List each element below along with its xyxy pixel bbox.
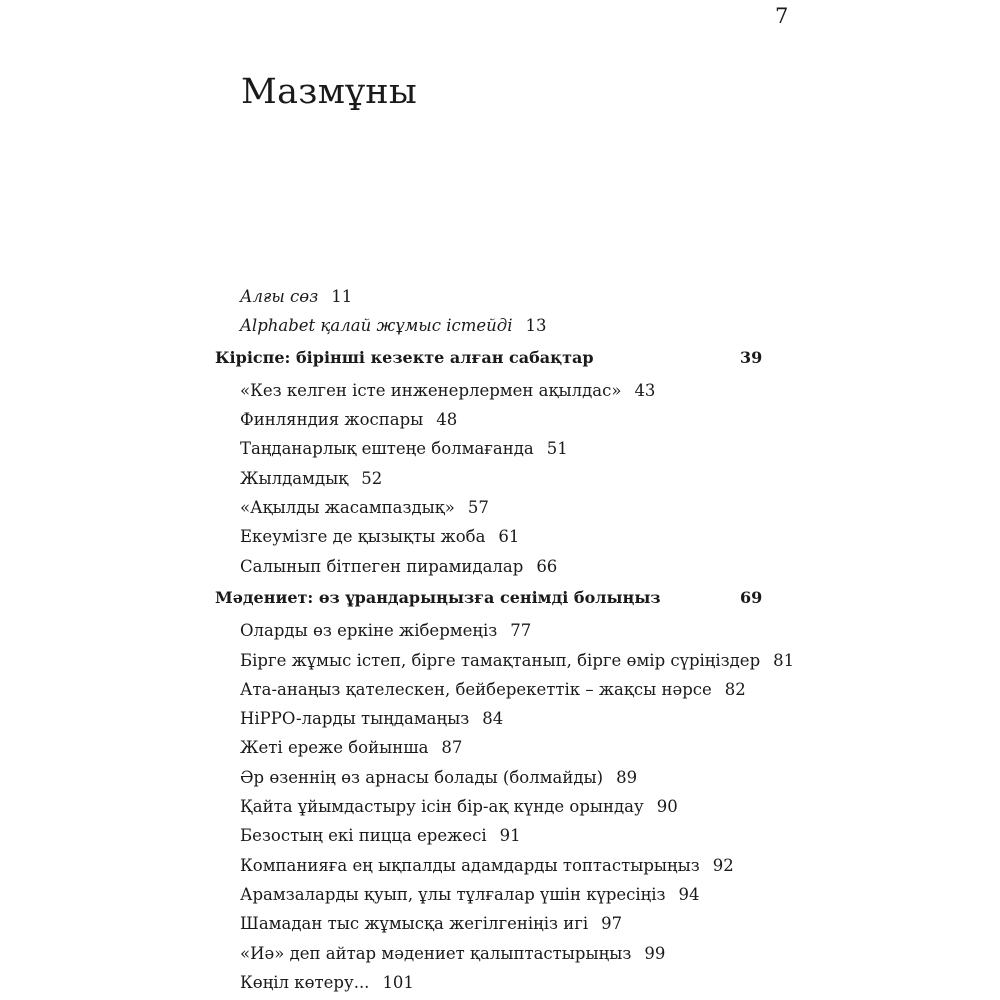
toc-entry-title: Қайта ұйымдастыру ісін бір-ақ күнде орындау — [240, 797, 644, 817]
toc-entry — [0, 522, 1000, 551]
toc-entry-page: 57 — [467, 498, 489, 518]
toc-entry-title: Жылдамдық — [240, 468, 349, 488]
toc-chapter-entry — [0, 343, 1000, 372]
toc-entry-title: Финляндия жоспары — [240, 410, 424, 430]
toc-entry-title: Оларды өз еркіне жібермеңіз — [240, 621, 498, 641]
toc-entry-page: 77 — [510, 621, 532, 641]
toc-entry — [0, 311, 1000, 340]
toc-entry-title: Безостың екі пицца ережесі — [240, 826, 487, 846]
toc-entry — [0, 880, 1000, 909]
toc-entry-page: 39 — [740, 347, 763, 367]
toc-entry-title: Мәдениет: өз ұрандарыңызға сенімді болыңыз — [215, 587, 661, 607]
toc-entry-title: Жеті ереже бойынша — [240, 738, 429, 758]
toc-entry — [0, 733, 1000, 762]
toc-entry-page: 51 — [546, 439, 568, 459]
toc-entry-page: 66 — [536, 556, 558, 576]
toc-entry-title: Шамадан тыс жұмысқа жегілгеніңіз игі — [240, 914, 589, 934]
toc-entry-page: 92 — [712, 855, 734, 875]
toc-entry-page: 69 — [740, 587, 763, 607]
toc-entry — [0, 405, 1000, 434]
toc-entry-page: 89 — [616, 767, 638, 787]
toc-entry-page: 61 — [498, 527, 520, 547]
toc-entry — [0, 376, 1000, 405]
toc-entry — [0, 968, 1000, 997]
toc-entry-title: Alphabet қалай жұмыс істейді — [240, 316, 513, 336]
toc-entry-title: Арамзаларды қуып, ұлы тұлғалар үшін күресіңіз — [240, 884, 666, 904]
toc-entry — [0, 909, 1000, 938]
toc-entry — [0, 434, 1000, 463]
toc-entry-page: 82 — [724, 679, 746, 699]
toc-entry-page: 48 — [436, 410, 458, 430]
toc-entry — [0, 493, 1000, 522]
toc-entry-title: «Кез келген істе инженерлермен ақылдас» — [240, 380, 622, 400]
toc-title: Мазмұны — [241, 72, 418, 112]
toc-entry-page: 97 — [601, 914, 623, 934]
toc-entry-page: 84 — [482, 709, 504, 729]
toc-entry-title: Салынып бітпеген пирамидалар — [240, 556, 524, 576]
toc-entry — [0, 792, 1000, 821]
toc-entry-title: Ата-анаңыз қателескен, бейберекеттік – жақсы нәрсе — [240, 679, 712, 699]
toc-entry-title: Бірге жұмыс істеп, бірге тамақтанып, бірге өмір сүріңіздер — [240, 650, 761, 670]
page-number: 7 — [775, 4, 789, 28]
toc-entry — [0, 646, 1000, 675]
toc-entry-page: 52 — [361, 468, 383, 488]
toc-entry-title: Әр өзеннің өз арнасы болады (болмайды) — [240, 767, 604, 787]
toc-entry-title: Алғы сөз — [240, 287, 319, 306]
toc-entry-page: 90 — [656, 797, 678, 817]
toc-entry-title: Екеумізге де қызықты жоба — [240, 527, 486, 547]
toc-entry — [0, 282, 1000, 311]
toc-entry-page: 13 — [525, 316, 547, 336]
toc-entry — [0, 552, 1000, 581]
toc-entry-page: 11 — [331, 287, 353, 306]
toc-entry — [0, 939, 1000, 968]
toc-entry — [0, 851, 1000, 880]
toc-entry — [0, 675, 1000, 704]
toc-entry — [0, 464, 1000, 493]
toc-entry — [0, 821, 1000, 850]
toc-entry — [0, 704, 1000, 733]
toc-entry-title: Компанияға ең ықпалды адамдарды топтастырыңыз — [240, 855, 700, 875]
toc-entry-title: Кіріспе: бірінші кезекте алған сабақтар — [215, 347, 594, 367]
toc-entry-title: «Ақылды жасампаздық» — [240, 498, 455, 518]
toc-entry-page: 101 — [382, 972, 414, 992]
toc-entry-title: Таңданарлық ештеңе болмағанда — [240, 439, 534, 459]
toc-entry-page: 43 — [634, 380, 656, 400]
toc-entry-page: 91 — [499, 826, 521, 846]
toc-entry-page: 99 — [644, 943, 666, 963]
toc-entry-page: 81 — [773, 650, 795, 670]
toc-entry-page: 94 — [678, 884, 700, 904]
toc-entry-page: 87 — [441, 738, 463, 758]
toc-chapter-entry — [0, 583, 1000, 612]
toc-entry-title: HiPPO-ларды тыңдамаңыз — [240, 709, 470, 729]
toc-entry — [0, 763, 1000, 792]
toc-entry-title: Көңіл көтеру... — [240, 972, 370, 992]
toc-entry — [0, 616, 1000, 645]
toc-entry-title: «Иә» деп айтар мәдениет қалыптастырыңыз — [240, 943, 632, 963]
table-of-contents — [0, 282, 1000, 997]
